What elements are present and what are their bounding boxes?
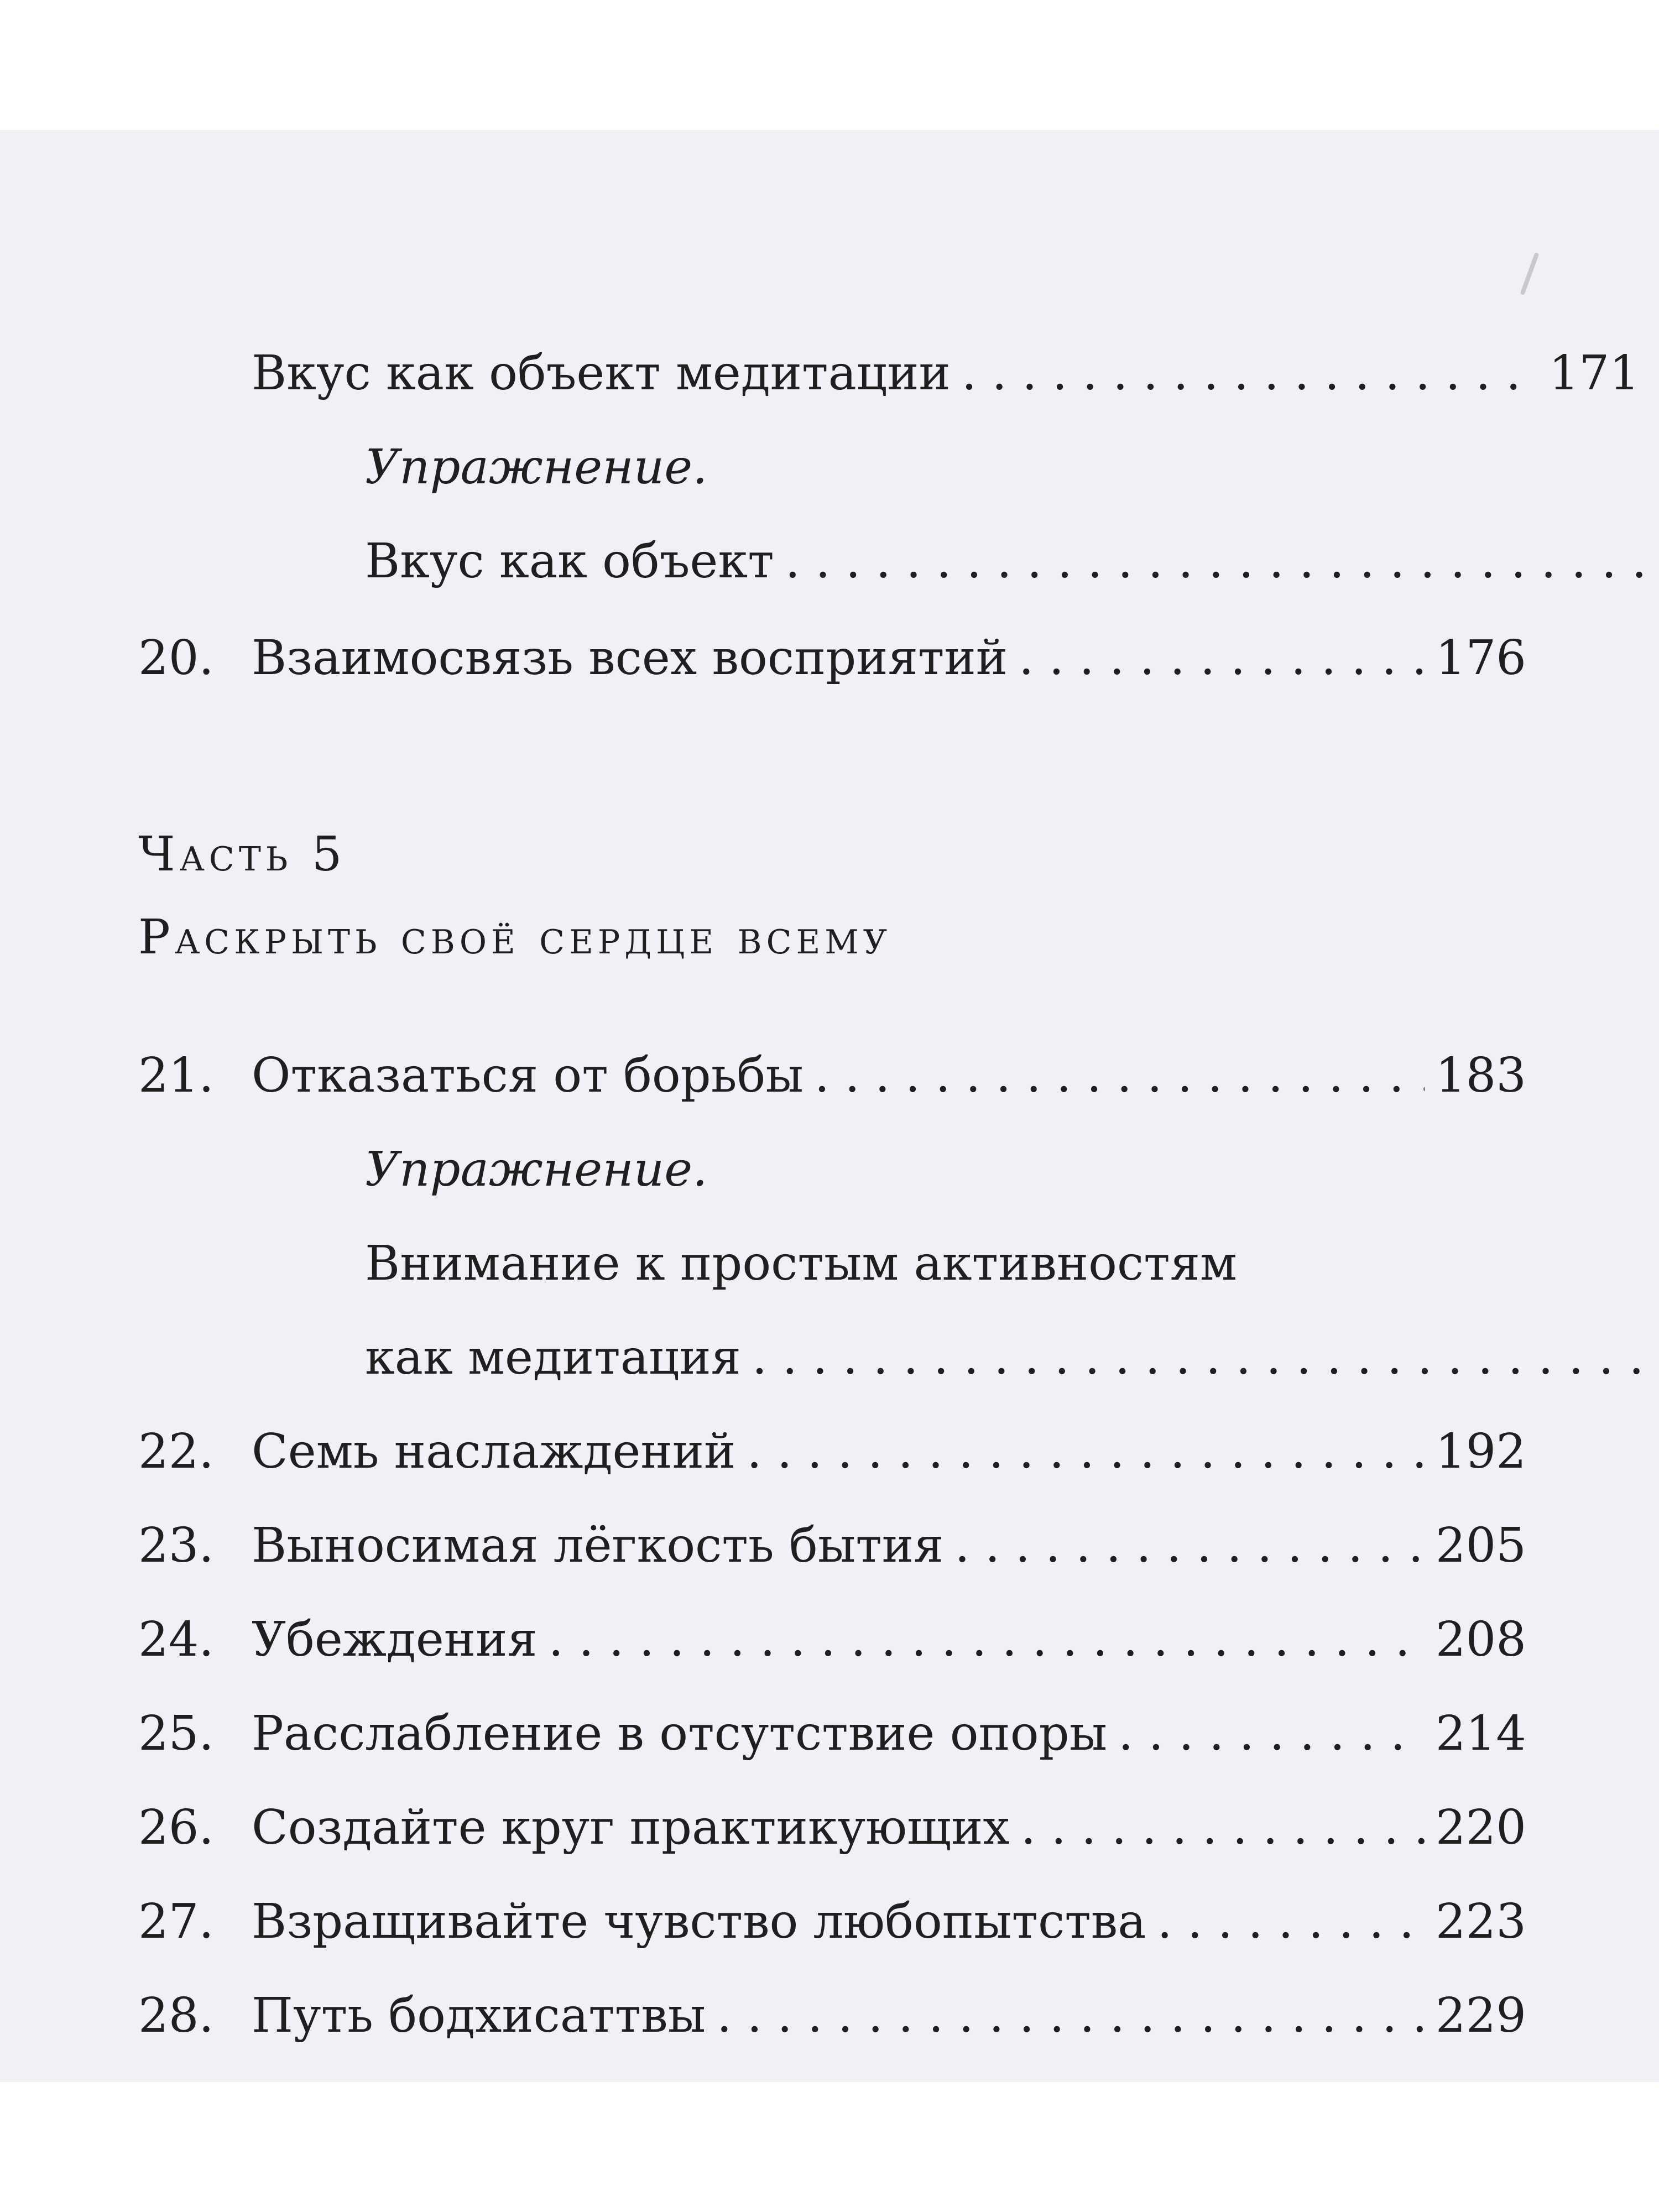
toc-entry-exercise-taste[interactable] (138, 528, 1659, 594)
toc-entry-number: 24. (138, 1612, 214, 1667)
toc-entry-title: Расслабление в отсутствие опоры (252, 1706, 1108, 1761)
dot-leader (717, 1983, 1425, 2049)
toc-entry-taste-object[interactable] (138, 340, 1640, 406)
toc-entry-title: как медитация (365, 1330, 741, 1385)
dot-leader (785, 528, 1651, 594)
toc-entry-page: 192 (1435, 1424, 1526, 1479)
dot-leader (549, 1606, 1425, 1673)
toc-entry-title: Вкус как объект медитации (252, 346, 951, 401)
toc-entry-page: 176 (1435, 630, 1526, 686)
toc-entry-ch20[interactable] (138, 625, 1526, 691)
toc-entry-title: Путь бодхисаттвы (252, 1988, 706, 2043)
dot-leader (1118, 1700, 1425, 1767)
toc-entry-exercise-meditation[interactable] (138, 1324, 1659, 1391)
toc-entry-number: 23. (138, 1518, 214, 1573)
pencil-mark (1520, 252, 1540, 295)
toc-entry-exercise-label (138, 434, 1659, 500)
toc-entry-ch21[interactable] (138, 1042, 1526, 1109)
toc-entry-title: Выносимая лёгкость бытия (252, 1518, 944, 1573)
dot-leader (962, 340, 1538, 406)
dot-leader (815, 1042, 1425, 1109)
part-title: Раскрыть своё сердце всему (138, 910, 892, 965)
dot-leader (1157, 1888, 1425, 1955)
dot-leader (1021, 1794, 1425, 1861)
toc-entry-title: Внимание к простым активностям (365, 1236, 1237, 1291)
toc-entry-page: 229 (1435, 1988, 1526, 2043)
toc-entry-title: Создайте круг практикующих (252, 1800, 1010, 1855)
toc-entry-number: 20. (138, 630, 214, 686)
toc-entry-page: 220 (1435, 1800, 1526, 1855)
toc-entry-ch22[interactable] (138, 1418, 1526, 1485)
toc-entry-title: Семь наслаждений (252, 1424, 736, 1479)
toc-entry-ch25[interactable] (138, 1700, 1526, 1767)
dot-leader (1019, 625, 1425, 691)
toc-entry-page: 223 (1435, 1894, 1526, 1949)
toc-entry-number: 21. (138, 1048, 214, 1103)
toc-entry-page: 183 (1435, 1048, 1526, 1103)
toc-entry-ch24[interactable] (138, 1606, 1526, 1673)
toc-entry-page: 205 (1435, 1518, 1526, 1573)
toc-entry-title: Отказаться от борьбы (252, 1048, 804, 1103)
toc-entry-page: 171 (1548, 346, 1640, 401)
toc-entry-number: 22. (138, 1424, 214, 1479)
book-page (0, 130, 1659, 2082)
toc-entry-title: Взращивайте чувство любопытства (252, 1894, 1146, 1949)
toc-entry-exercise-activities[interactable] (138, 1230, 1659, 1297)
toc-entry-title: Взаимосвязь всех восприятий (252, 630, 1008, 686)
toc-entry-exercise-label (138, 1136, 1659, 1203)
toc-entry-number: 25. (138, 1706, 214, 1761)
toc-entry-number: 27. (138, 1894, 214, 1949)
toc-entry-ch28[interactable] (138, 1983, 1526, 2049)
toc-entry-number: 28. (138, 1988, 214, 2043)
toc-entry-title: Упражнение. (365, 1142, 708, 1197)
toc-entry-page: 214 (1435, 1706, 1526, 1761)
toc-entry-title: Вкус как объект (365, 534, 774, 589)
dot-leader (954, 1512, 1424, 1579)
toc-entry-title: Упражнение. (365, 440, 708, 495)
toc-entry-title: Убеждения (252, 1612, 538, 1667)
toc-entry-ch26[interactable] (138, 1794, 1526, 1861)
toc-entry-number: 26. (138, 1800, 214, 1855)
toc-entry-ch27[interactable] (138, 1888, 1526, 1955)
toc-entry-ch23[interactable] (138, 1512, 1526, 1579)
dot-leader (747, 1418, 1425, 1485)
part-label: Часть 5 (138, 827, 347, 882)
dot-leader (752, 1324, 1651, 1391)
toc-entry-page: 208 (1435, 1612, 1526, 1667)
